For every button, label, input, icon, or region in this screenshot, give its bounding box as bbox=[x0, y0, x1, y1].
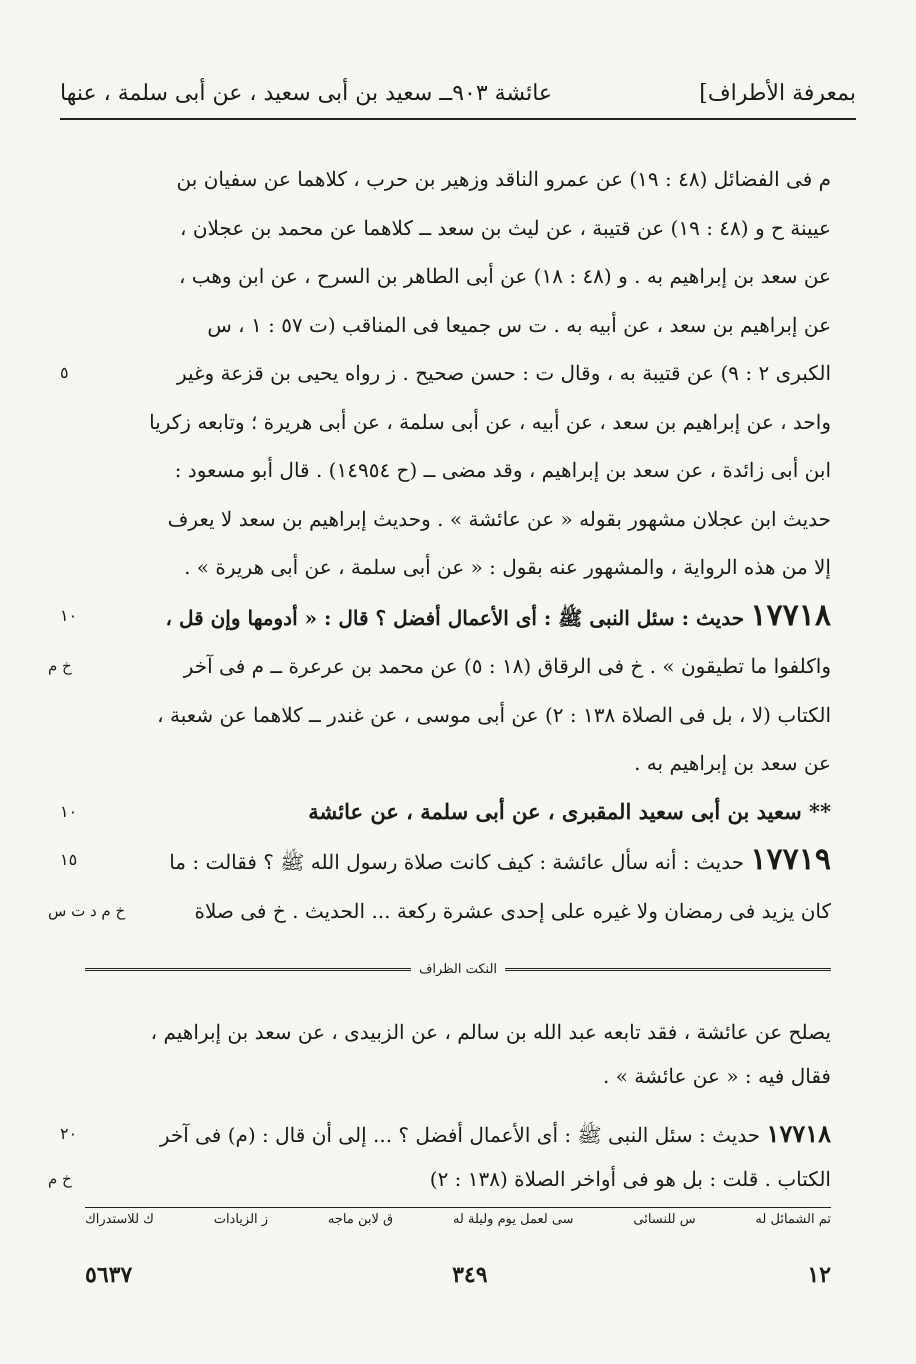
note-text: حديث : سئل النبى ﷺ : أى الأعمال أفضل ؟ ... إلى أن قال : (م) فى آخر bbox=[159, 1123, 761, 1147]
header-book-title: بمعرفة الأطراف] bbox=[699, 80, 856, 106]
source-sigla: خ م bbox=[48, 657, 72, 675]
text-line: واحد ، عن إبراهيم بن سعد ، عن أبيه ، عن أبى سلمة ، عن أبى هريرة ؛ وتابعه زكريا bbox=[149, 409, 831, 434]
text-line: عن إبراهيم بن سعد ، عن أبيه به . ت س جميعا فى المناقب (ت ٥٧ : ١ ، س bbox=[207, 312, 831, 337]
note-line: فقال فيه : « عن عائشة » . bbox=[602, 1064, 831, 1088]
text-line-sigla bbox=[48, 642, 831, 691]
text-line: واكلفوا ما تطيقون » . خ فى الرقاق (١٨ : ٥) عن محمد بن عرعرة ــ م فى آخر bbox=[183, 654, 831, 678]
footnote-rule bbox=[85, 1207, 831, 1208]
margin-line-number: ١٠ bbox=[60, 605, 78, 625]
note-line: الكتاب . قلت : بل هو فى أواخر الصلاة (١٣٨ : ٢) bbox=[429, 1167, 831, 1191]
margin-line-number: ١٥ bbox=[60, 850, 78, 869]
text-line: حديث ابن عجلان مشهور بقوله « عن عائشة » . وحديث إبراهيم بن سعد لا يعرف bbox=[167, 506, 831, 531]
margin-line-number: ٥ bbox=[60, 363, 69, 382]
abbreviation: ز الزيادات bbox=[213, 1212, 269, 1227]
abbreviation: تم الشمائل له bbox=[755, 1212, 831, 1227]
text-line: عيينة ح و (٤٨ : ١٩) عن قتيبة ، عن ليث بن سعد ــ كلاهما عن محمد بن عجلان ، bbox=[180, 215, 831, 240]
text-line: عن سعد بن إبراهيم به . و (٤٨ : ١٨) عن أبى الطاهر بن السرح ، عن ابن وهب ، bbox=[178, 264, 831, 288]
volume-number: ١٢ bbox=[807, 1262, 831, 1288]
page-footer bbox=[85, 1262, 831, 1288]
hadith-number: ١٧٧١٨ bbox=[766, 1119, 831, 1148]
note-line-sigla bbox=[48, 1157, 831, 1201]
text-line: كان يزيد فى رمضان ولا غيره على إحدى عشرة ركعة ... الحديث . خ فى صلاة bbox=[194, 898, 831, 923]
text-line: إلا من هذه الرواية ، والمشهور عنه بقول : « عن أبى سلمة ، عن أبى هريرة » . bbox=[184, 555, 831, 579]
text-line: الكتاب (لا ، بل فى الصلاة ١٣٨ : ٢) عن أبى موسى ، عن غندر ــ كلاهما عن شعبة ، bbox=[157, 702, 831, 727]
text-line: الكبرى ٢ : ٩) عن قتيبة به ، وقال ت : حسن صحيح . ز رواه يحيى بن قزعة وغير bbox=[176, 361, 831, 385]
divider-rule bbox=[505, 968, 831, 971]
section-title: ** سعيد بن أبى سعيد المقبرى ، عن أبى سلمة ، عن عائشة bbox=[308, 798, 831, 824]
page-number: ٣٤٩ bbox=[452, 1262, 488, 1288]
notes-divider bbox=[85, 958, 831, 980]
abbreviation: ق لابن ماجه bbox=[327, 1212, 394, 1227]
divider-caption: النكت الظراف bbox=[418, 961, 498, 977]
source-sigla: خ م bbox=[48, 1170, 72, 1188]
margin-line-number: ٢٠ bbox=[60, 1124, 78, 1143]
text-line-sigla bbox=[48, 887, 831, 936]
running-header bbox=[60, 70, 856, 116]
text-line: ابن أبى زائدة ، عن سعد بن إبراهيم ، وقد مضى ــ (ح ١٤٩٥٤) . قال أبو مسعود : bbox=[174, 458, 831, 482]
margin-line-number: ١٠ bbox=[60, 801, 78, 821]
abbreviation: س للنسائى bbox=[633, 1212, 696, 1227]
header-rule bbox=[60, 118, 856, 120]
hadith-number: ١٧٧١٨ bbox=[750, 597, 831, 633]
section-heading bbox=[60, 788, 831, 837]
abbreviation-key bbox=[85, 1212, 831, 1227]
text-line-numbered bbox=[60, 349, 831, 398]
divider-rule bbox=[85, 968, 411, 971]
note-hadith-entry bbox=[60, 1112, 831, 1157]
text-line: م فى الفضائل (٤٨ : ١٩) عن عمرو الناقد وزهير بن حرب ، كلاهما عن سفيان بن bbox=[176, 167, 831, 191]
note-line: يصلح عن عائشة ، فقد تابعه عبد الله بن سالم ، عن الزبيدى ، عن سعد بن إبراهيم ، bbox=[150, 1020, 831, 1044]
hadith-number: ١٧٧١٩ bbox=[750, 842, 831, 877]
hadith-entry-17719 bbox=[60, 836, 831, 887]
abbreviation: ك للاستدراك bbox=[85, 1212, 154, 1227]
section-number: ٥٦٣٧ bbox=[85, 1262, 133, 1288]
notes-section bbox=[48, 1010, 831, 1201]
abbreviation: سى لعمل يوم وليلة له bbox=[452, 1212, 574, 1227]
hadith-entry-17718 bbox=[60, 592, 831, 643]
header-chapter-title: عائشة ٩٠٣ــ سعيد بن أبى سعيد ، عن أبى سلمة ، عنها bbox=[60, 80, 553, 106]
hadith-text: حديث : أنه سأل عائشة : كيف كانت صلاة رسول الله ﷺ ؟ فقالت : ما bbox=[169, 850, 745, 874]
source-sigla: خ م د ت س bbox=[48, 901, 126, 920]
main-text bbox=[48, 155, 831, 935]
hadith-text: حديث : سئل النبى ﷺ : أى الأعمال أفضل ؟ قال : « أدومها وإن قل ، bbox=[165, 605, 745, 630]
text-line: عن سعد بن إبراهيم به . bbox=[634, 751, 831, 775]
spacer bbox=[80, 1098, 831, 1112]
